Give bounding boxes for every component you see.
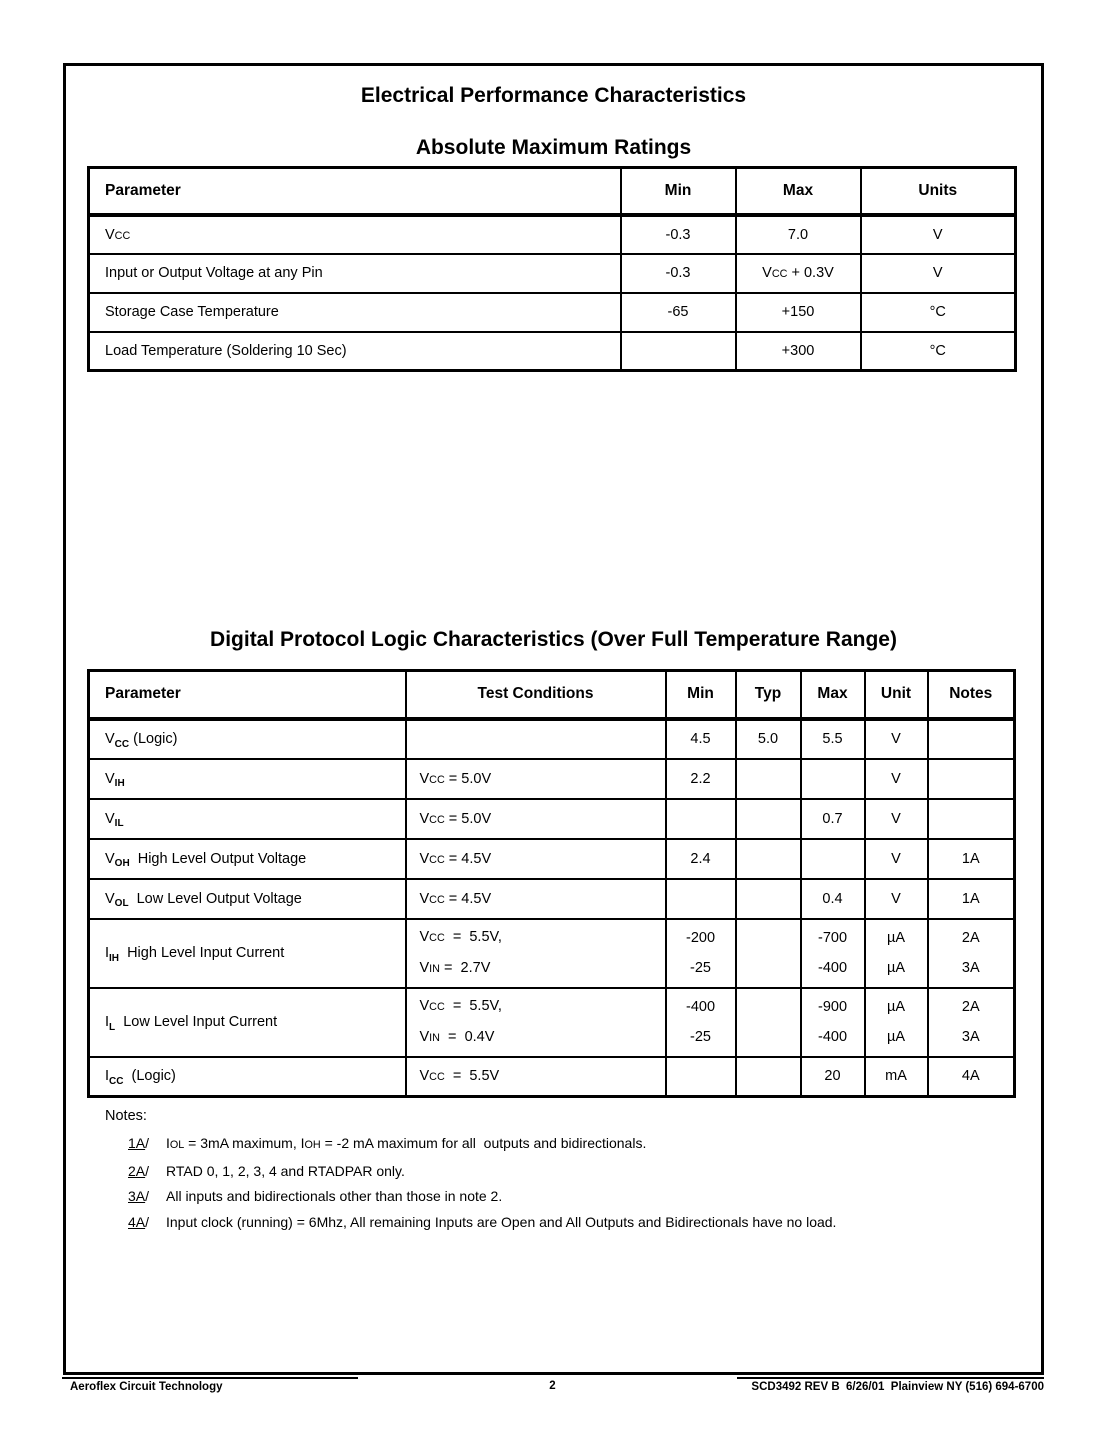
cell-parameter [89,215,621,254]
cell-units: °C [861,332,1016,371]
tc-line: VCC = 5.5V, [419,998,502,1014]
row-vcc-logic [89,719,1015,759]
cell-parameter [89,332,621,371]
header-cell-max: Max [801,671,865,719]
header-cell-max: Max [736,168,861,215]
note-item-2a [128,1159,1041,1185]
notes-section [105,1108,1041,1235]
cell-max: 20 [801,1057,865,1097]
cell-parameter [89,293,621,332]
page-footer [0,1377,1105,1425]
tc-line: VIN = 2.7V [419,960,491,976]
cell-max [736,293,861,332]
cell-typ [736,759,801,799]
cell-unit: V [865,879,928,919]
cell-min [621,332,736,371]
cell-min: 4.5 [666,719,736,759]
row-io-voltage [89,254,1016,293]
cell-unit [865,919,928,988]
note-item-3a [128,1184,1041,1210]
cell-max [801,839,865,879]
note-number: 4A/ [128,1213,150,1230]
cell-typ [736,799,801,839]
tc-text: VCC = 5.0V [419,810,492,827]
unit-line: µA [886,1029,906,1045]
cell-units: °C [861,293,1016,332]
cell-min: -0.3 [621,215,736,254]
cell-parameter [89,988,406,1057]
header-cell-parameter: Parameter [89,671,406,719]
row-storage-temp [89,293,1016,332]
cell-typ [736,988,801,1057]
cell-min: 2.2 [666,759,736,799]
cell-min [666,799,736,839]
abs-max-table [87,166,1017,372]
cell-max: 5.5 [801,719,865,759]
cell-min: -0.3 [621,254,736,293]
cell-min: 2.4 [666,839,736,879]
max-line: -400 [817,1029,848,1045]
header-cell-units: Units [861,168,1016,215]
row-icc [89,1057,1015,1097]
cell-min [666,879,736,919]
footer-document-id: SCD3492 REV B 6/26/01 Plainview NY (516) 694-6700 [737,1377,1044,1393]
note-slash: / [145,1135,150,1151]
param-text: $V_{CC}$ (Logic) [105,731,178,750]
param-text: $V_{IL}$ [105,810,124,829]
dpl-header-row [89,671,1015,719]
row-voh [89,839,1015,879]
param-text: $V_{OH}$ High Level Output Voltage [105,850,307,869]
param-text: Storage Case Temperature [105,304,279,320]
min-line: -25 [690,960,711,976]
note-ref: 3A [961,960,980,976]
row-il [89,988,1015,1057]
cell-parameter [89,719,406,759]
dpl-table [87,669,1016,1098]
cell-unit: V [865,799,928,839]
page-number: 2 [549,1380,556,1392]
max-text: +300 [781,342,815,359]
param-text: $I_{IH}$ High Level Input Current [105,945,285,964]
cell-parameter [89,759,406,799]
max-line: -700 [817,930,848,946]
cell-units: V [861,254,1016,293]
cell-notes: 1A [928,839,1015,879]
tc-line: VCC = 5.5V, [419,929,502,945]
note-text: RTAD 0, 1, 2, 3, 4 and RTADPAR only. [166,1162,405,1179]
page-frame [63,63,1044,1375]
cell-test-conditions [406,799,666,839]
cell-test-conditions [406,759,666,799]
param-text: Load Temperature (Soldering 10 Sec) [105,342,347,359]
min-line: -200 [685,930,716,946]
tc-text: VCC = 5.0V [419,770,492,787]
row-vcc [89,215,1016,254]
cell-test-conditions [406,879,666,919]
cell-notes [928,988,1015,1057]
note-number: 3A/ [128,1188,150,1204]
tc-line: VIN = 0.4V [419,1029,495,1045]
max-line: -900 [817,999,848,1015]
cell-notes [928,719,1015,759]
row-vih [89,759,1015,799]
cell-parameter [89,839,406,879]
cell-max [801,759,865,799]
min-line: -400 [685,999,716,1015]
abs-max-title: Absolute Maximum Ratings [415,136,692,159]
note-number: 2A/ [128,1162,150,1179]
note-number: 1A/ [128,1135,150,1151]
cell-test-conditions [406,1057,666,1097]
cell-max [801,919,865,988]
dpl-title: Digital Protocol Logic Characteristics (Over Full Temperature Range) [210,628,897,651]
unit-line: µA [886,960,906,976]
cell-test-conditions [406,919,666,988]
cell-max [736,215,861,254]
max-text: +150 [781,304,815,320]
cell-parameter [89,919,406,988]
row-vol [89,879,1015,919]
cell-parameter [89,254,621,293]
param-text: $I_L$ Low Level Input Current [105,1014,278,1033]
note-ref: 2A [961,930,980,946]
notes-label: Notes: [105,1108,147,1124]
row-vil [89,799,1015,839]
note-text: IOL = 3mA maximum, IOH = -2 mA maximum for all outputs and bidirectionals. [166,1135,647,1151]
cell-max: 0.7 [801,799,865,839]
header-cell-typ: Typ [736,671,801,719]
header-cell-parameter: Parameter [89,168,621,215]
cell-typ [736,839,801,879]
cell-notes: 1A [928,879,1015,919]
note-item-4a [128,1210,1041,1236]
cell-parameter [89,879,406,919]
cell-notes [928,759,1015,799]
header-cell-notes: Notes [928,671,1015,719]
tc-text: VCC = 5.5V [419,1068,500,1085]
cell-unit [865,988,928,1057]
header-cell-min: Min [666,671,736,719]
note-slash: / [145,1188,150,1204]
cell-min [666,919,736,988]
tc-text: VCC = 4.5V [419,890,492,907]
page-title: Electrical Performance Characteristics [360,84,747,107]
note-text: All inputs and bidirectionals other than those in note 2. [166,1188,503,1204]
tc-text: VCC = 4.5V [419,850,492,867]
cell-parameter [89,1057,406,1097]
note-item-1a [128,1131,1041,1159]
cell-test-conditions [406,719,666,759]
cell-test-conditions [406,839,666,879]
note-ref: 2A [961,999,980,1015]
header-cell-unit: Unit [865,671,928,719]
note-slash: / [145,1213,150,1230]
cell-notes [928,799,1015,839]
cell-typ [736,919,801,988]
row-load-temp [89,332,1016,371]
dpl-section [66,626,1041,1235]
param-text: $V_{IH}$ [105,770,125,789]
cell-units: V [861,215,1016,254]
max-text: 7.0 [787,226,809,243]
max-line: -400 [817,960,848,976]
param-text: VCC [105,226,131,243]
note-slash: / [145,1162,150,1179]
cell-max: 0.4 [801,879,865,919]
note-ref: 3A [961,1029,980,1045]
abs-max-header-row [89,168,1016,215]
cell-unit: V [865,839,928,879]
cell-min [666,988,736,1057]
max-text: VCC + 0.3V [762,265,834,281]
cell-max [801,988,865,1057]
header-cell-min: Min [621,168,736,215]
header-cell-test-conditions: Test Conditions [406,671,666,719]
cell-unit: mA [865,1057,928,1097]
cell-test-conditions [406,988,666,1057]
cell-unit: V [865,719,928,759]
row-iih [89,919,1015,988]
param-text: Input or Output Voltage at any Pin [105,265,323,281]
min-line: -25 [690,1029,711,1045]
cell-max [736,254,861,293]
note-text: Input clock (running) = 6Mhz, All remaining Inputs are Open and All Outputs and Bidirectionals have no load. [166,1213,837,1230]
footer-company: Aeroflex Circuit Technology [62,1377,358,1393]
cell-parameter [89,799,406,839]
param-text: $V_{OL}$ Low Level Output Voltage [105,890,302,909]
param-text: $I_{CC}$ (Logic) [105,1068,176,1087]
cell-typ: 5.0 [736,719,801,759]
cell-typ [736,879,801,919]
cell-notes: 4A [928,1057,1015,1097]
unit-line: µA [886,930,906,946]
cell-unit: V [865,759,928,799]
cell-min: -65 [621,293,736,332]
cell-notes [928,919,1015,988]
cell-max [736,332,861,371]
cell-min [666,1057,736,1097]
unit-line: µA [886,999,906,1015]
cell-typ [736,1057,801,1097]
